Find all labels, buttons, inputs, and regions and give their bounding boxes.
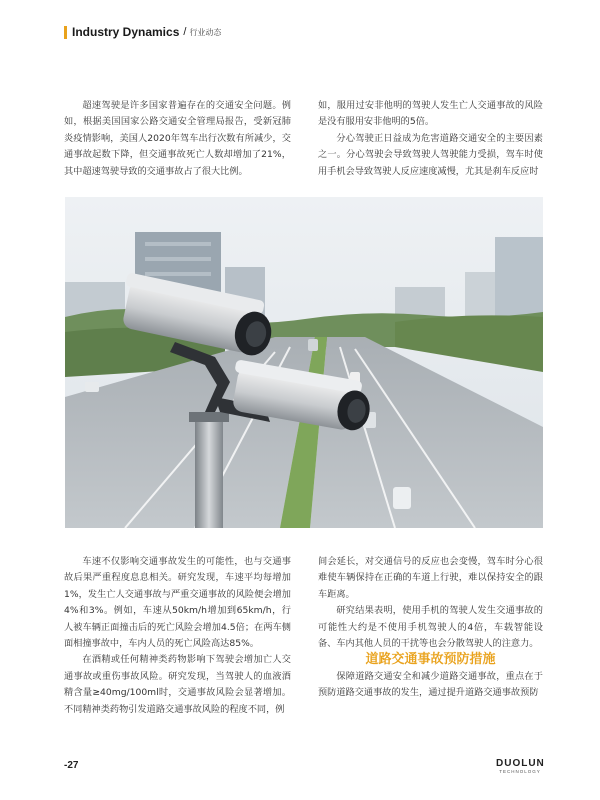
paragraph: 如，服用过安非他明的驾驶人发生亡人交通事故的风险是没有服用安非他明的5倍。 bbox=[318, 100, 543, 128]
article-column-bottom-left bbox=[64, 554, 291, 718]
paragraph: 保障道路交通安全和减少道路交通事故，重点在于预防道路交通事故的发生，通过提升道路交通事故预防 bbox=[318, 670, 543, 699]
publisher-logo bbox=[496, 758, 544, 775]
section-title-cn: 行业动态 bbox=[189, 27, 222, 37]
paragraph: 研究结果表明，使用手机的驾驶人发生交通事故的可能性大约是不使用手机驾驶人的4倍，车载智能设备、车内其他人员的干扰等也会分散驾驶人的注意力。 bbox=[318, 605, 543, 650]
logo-tagline: TECHNOLOGY bbox=[499, 769, 541, 774]
section-separator: / bbox=[183, 26, 187, 38]
paragraph: 间会延长，对交通信号的反应也会变慢，驾车时分心很难使车辆保持在正确的车道上行驶，难以保持安全的跟车距离。 bbox=[318, 556, 543, 600]
article-column-top-left bbox=[64, 98, 291, 180]
paragraph: 在酒精或任何精神类药物影响下驾驶会增加亡人交通事故或重伤事故风险。研究发现，当驾驶人的血液酒精含量≥40mg/100ml时，交通事故风险会显著增加。不同精神类药物引发道路交通事故风险的程度不同，例 bbox=[64, 654, 291, 715]
article-column-bottom-right bbox=[318, 554, 543, 702]
section-accent-bar bbox=[64, 26, 67, 39]
section-subheading: 道路交通事故预防措施 bbox=[365, 652, 496, 668]
paragraph: 超速驾驶是许多国家普遍存在的交通安全问题。例如，根据美国国家公路交通安全管理局报告，受新冠肺炎疫情影响，美国人2020年驾车出行次数有所减少，交通事故起数下降，但交通事故死亡人数却增加了21%，其中超速驾驶导致的交通事故占了很大比例。 bbox=[64, 100, 291, 177]
paragraph: 分心驾驶正日益成为危害道路交通安全的主要因素之一。分心驾驶会导致驾驶人驾驶能力受损，驾车时使用手机会导致驾驶人反应速度减慢，尤其是刹车反应时 bbox=[318, 132, 543, 177]
section-header bbox=[64, 24, 221, 40]
article-column-top-right bbox=[318, 98, 543, 180]
page-number: -27 bbox=[64, 760, 79, 771]
logo-wordmark: DUOLUN bbox=[496, 758, 545, 769]
article-photo-traffic-cameras bbox=[65, 197, 543, 528]
section-title-en: Industry Dynamics bbox=[72, 25, 180, 39]
paragraph: 车速不仅影响交通事故发生的可能性，也与交通事故后果严重程度息息相关。研究发现，车速平均每增加1%，发生亡人交通事故与严重交通事故的风险便会增加4%和3%。例如，车速从50km/h增加到65km/h，行人被车辆正面撞击后的死亡风险会增加4.5倍；在两车侧面相撞事故中，车内人员的死亡风险高达85%。 bbox=[64, 556, 291, 650]
